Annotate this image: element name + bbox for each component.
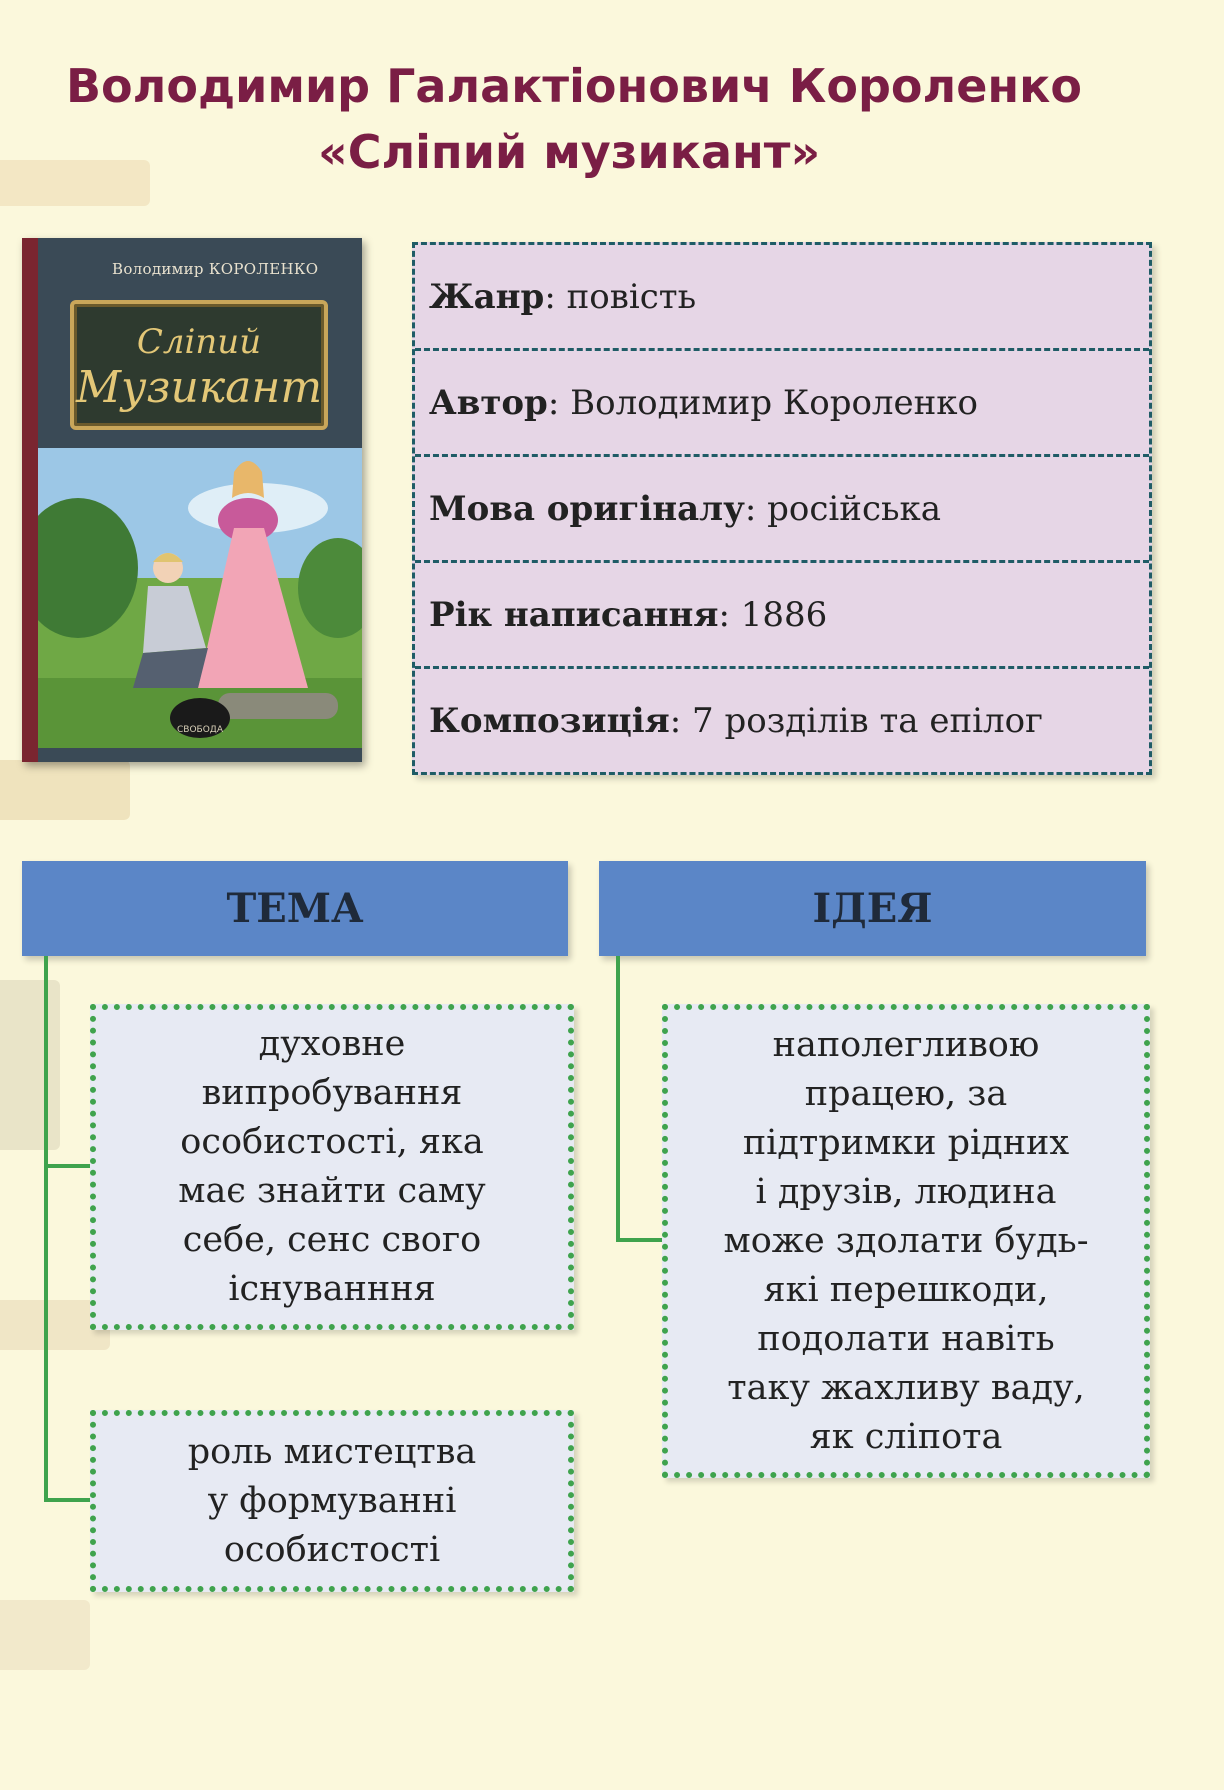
info-row-genre: Жанр : повість <box>415 245 1149 351</box>
text-line: може здолати будь- <box>723 1220 1089 1261</box>
book-cover <box>22 238 362 762</box>
theme-box-1 <box>90 1004 574 1330</box>
idea-box-text <box>723 1021 1088 1462</box>
background-book <box>0 760 130 820</box>
text-line: особистості, яка <box>180 1122 484 1162</box>
info-table <box>412 242 1152 775</box>
text-line: працею, за <box>804 1073 1008 1114</box>
genre-label: Жанр <box>429 276 545 317</box>
theme-connector-vertical <box>44 956 48 1502</box>
title-line-1: Володимир Галактіонович Короленко <box>66 59 1082 113</box>
cover-title-plaque <box>70 300 328 430</box>
text-line: подолати навіть <box>757 1318 1055 1359</box>
cover-author: Володимир КОРОЛЕНКО <box>112 260 319 278</box>
background-book <box>0 160 150 206</box>
background-book <box>0 1600 90 1670</box>
text-line: духовне <box>258 1024 406 1064</box>
cover-title-line-1: Сліпий <box>136 322 262 362</box>
idea-connector-vertical <box>616 956 620 1242</box>
composition-label: Композиція <box>429 700 670 741</box>
text-line: себе, сенс свого <box>182 1220 482 1260</box>
genre-value: повість <box>566 276 697 317</box>
text-line: які перешкоди, <box>763 1269 1049 1310</box>
text-line: таку жахливу ваду, <box>727 1367 1085 1408</box>
theme-box-1-text <box>178 1020 486 1314</box>
theme-box-2 <box>90 1410 574 1592</box>
info-row-author: Автор : Володимир Короленко <box>415 351 1149 457</box>
text-line: випробування <box>201 1073 463 1113</box>
cover-title-line-2: Музикант <box>75 362 323 413</box>
text-line: у формуванні <box>207 1480 457 1521</box>
year-value: 1886 <box>740 594 828 635</box>
composition-value: 7 розділів та епілог <box>692 700 1043 741</box>
title-line-2: «Сліпий музикант» <box>318 125 821 179</box>
background-book <box>0 980 60 1150</box>
idea-box <box>662 1004 1150 1478</box>
idea-header: ІДЕЯ <box>599 861 1146 956</box>
text-line: і друзів, людина <box>755 1171 1057 1212</box>
publisher-logo: СВОБОДА <box>170 698 230 738</box>
text-line: особистості <box>223 1529 441 1570</box>
text-line: підтримки рідних <box>742 1122 1070 1163</box>
text-line: роль мистецтва <box>187 1431 477 1472</box>
cover-spine <box>22 238 38 762</box>
text-line: наполегливою <box>772 1024 1040 1065</box>
idea-connector-to-box <box>616 1238 668 1242</box>
info-row-year: Рік написання : 1886 <box>415 563 1149 669</box>
language-label: Мова оригіналу <box>429 488 745 529</box>
language-value: російська <box>767 488 942 529</box>
text-line: як сліпота <box>809 1416 1003 1457</box>
text-line: має знайти саму <box>178 1171 486 1211</box>
author-value: Володимир Короленко <box>570 382 979 423</box>
theme-connector-to-box1 <box>44 1164 94 1168</box>
theme-connector-to-box2 <box>44 1498 94 1502</box>
year-label: Рік написання <box>429 594 719 635</box>
theme-box-2-text <box>188 1428 477 1575</box>
theme-header: ТЕМА <box>22 861 568 956</box>
text-line: існуванння <box>228 1269 436 1309</box>
info-row-composition: Композиція : 7 розділів та епілог <box>429 700 1043 741</box>
author-label: Автор <box>429 382 548 423</box>
info-row-language: Мова оригіналу : російська <box>415 457 1149 563</box>
